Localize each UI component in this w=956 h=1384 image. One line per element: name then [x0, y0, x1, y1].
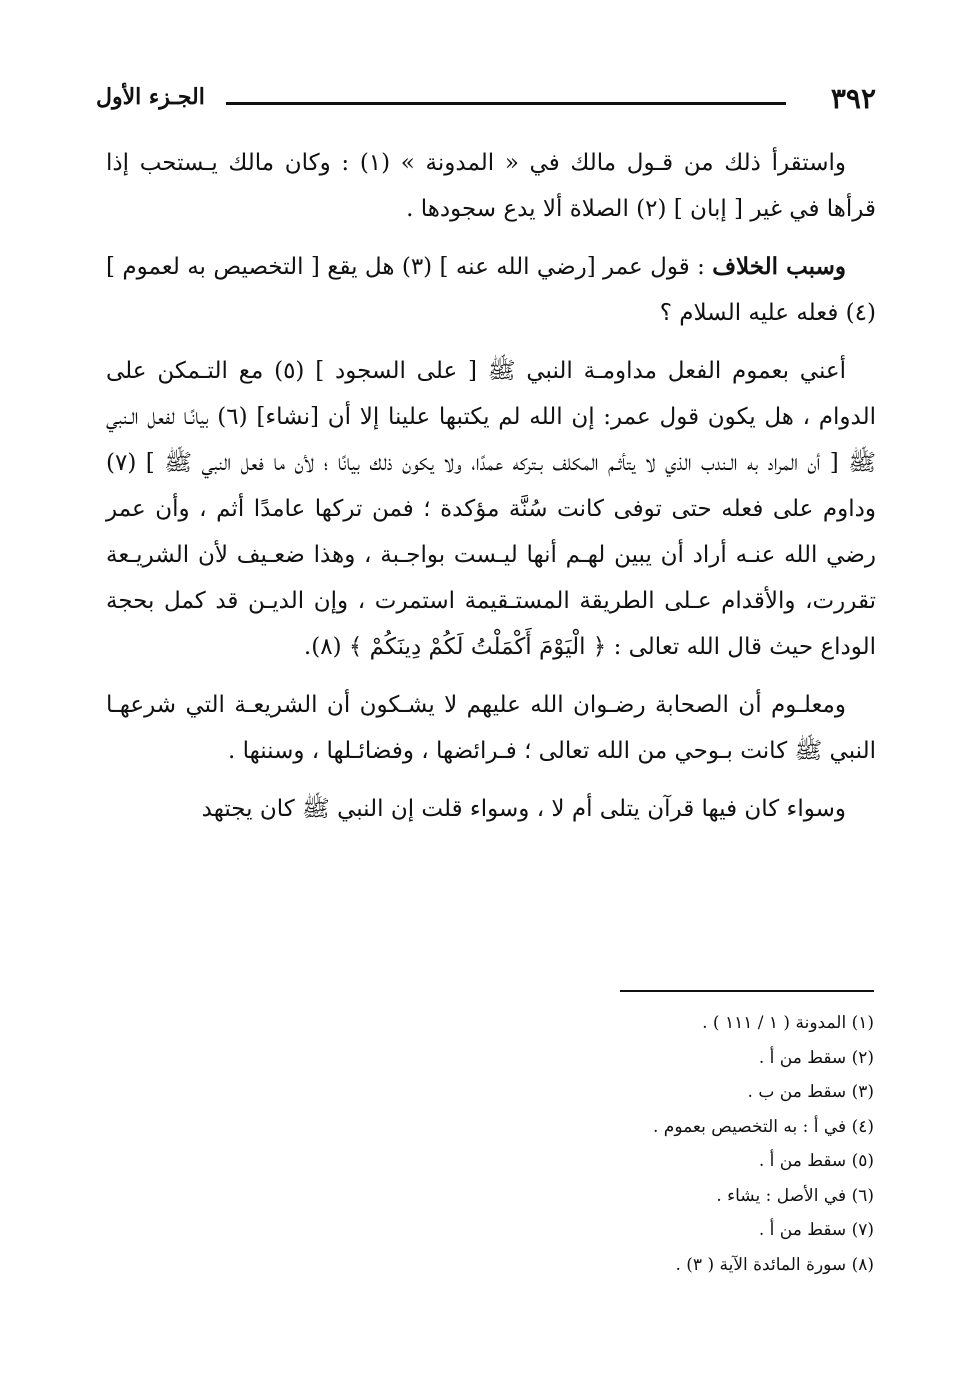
main-text	[106, 140, 876, 844]
footnote-rule	[620, 990, 874, 992]
paragraph-4: ومعلـوم أن الصحابة رضـوان الله عليهم لا يشـكون أن الشريعـة التي شرعهـا النبي ﷺ كانت بـوحي من الله تعالى ؛ فـرائضها ، وفضائـلها ، وسننها .	[106, 692, 876, 764]
paragraph-1: واستقرأ ذلك من قـول مالك في « المدونة » (١) : وكان مالك يـستحب إذا قرأها في غير [ إبان ] (٢) الصلاة ألا يدع سجودها .	[106, 150, 876, 222]
footnote-2: (٢) سقط من أ .	[758, 1047, 874, 1068]
paragraph-2-text: : قول عمر [رضي الله عنه ] (٣) هل يقع [ التخصيص به لعموم ] (٤) فعله عليه السلام ؟	[106, 254, 876, 326]
footnote-4: (٤) في أ : به التخصيص بعموم .	[652, 1116, 874, 1137]
footnote-7: (٧) سقط من أ .	[758, 1220, 874, 1240]
header-rule	[226, 102, 786, 105]
footnote-5: (٥) سقط من أ .	[758, 1151, 874, 1171]
paragraph-3: أعني بعموم الفعل مداومـة النبي ﷺ [ على السجود ] (٥) مع التـمكن على الدوام ، هل يكون قول عمر: إن الله لم يكتبها علينا إلا أن [نشاء] (٦) بيانًـا لفعل الـنبي ﷺ [ أن المراد به الـندب الذي لا يتأثـم المكلف بـتركه عمدًا، ولا يكون ذلك بيانًا ؛ لأن ما فعل النبي ﷺ ] (٧) وداوم على فعله حتى توفى كانت سُنَّة مؤكدة ؛ فمن تركها عامدًا أثم ، وأن عمر رضي الله عنـه أراد أن يبين لهـم أنها ليـست بواجـبة ، وهذا ضعـيف لأن الشريـعة تقررت، والأقدام عـلى الطريقة المستـقيمة استمرت ، وإن الديـن قد كمل بحجة الوداع حيث قال الله تعالى : ﴿ الْيَوْمَ أَكْمَلْتُ لَكُمْ دِينَكُمْ ﴾ (٨).	[106, 358, 876, 660]
page-header	[96, 78, 876, 118]
paragraph-2-lead: وسبب الخلاف	[712, 253, 846, 280]
footnotes	[454, 1006, 874, 1282]
page-number: ٣٩٢	[830, 82, 876, 115]
running-title: الجـزء الأول	[96, 84, 205, 110]
footnote-8: (٨) سورة المائدة الآية ( ٣) .	[675, 1254, 874, 1275]
footnote-3: (٣) سقط من ب .	[747, 1082, 874, 1102]
paragraph-2	[106, 244, 876, 336]
footnote-6: (٦) في الأصل : يشاء .	[716, 1185, 874, 1206]
paragraph-5: وسواء كان فيها قرآن يتلى أم لا ، وسواء قلت إن النبي ﷺ كان يجتهد	[201, 796, 846, 822]
footnote-1: (١) المدونة ( ١ / ١١١ ) .	[702, 1013, 874, 1033]
